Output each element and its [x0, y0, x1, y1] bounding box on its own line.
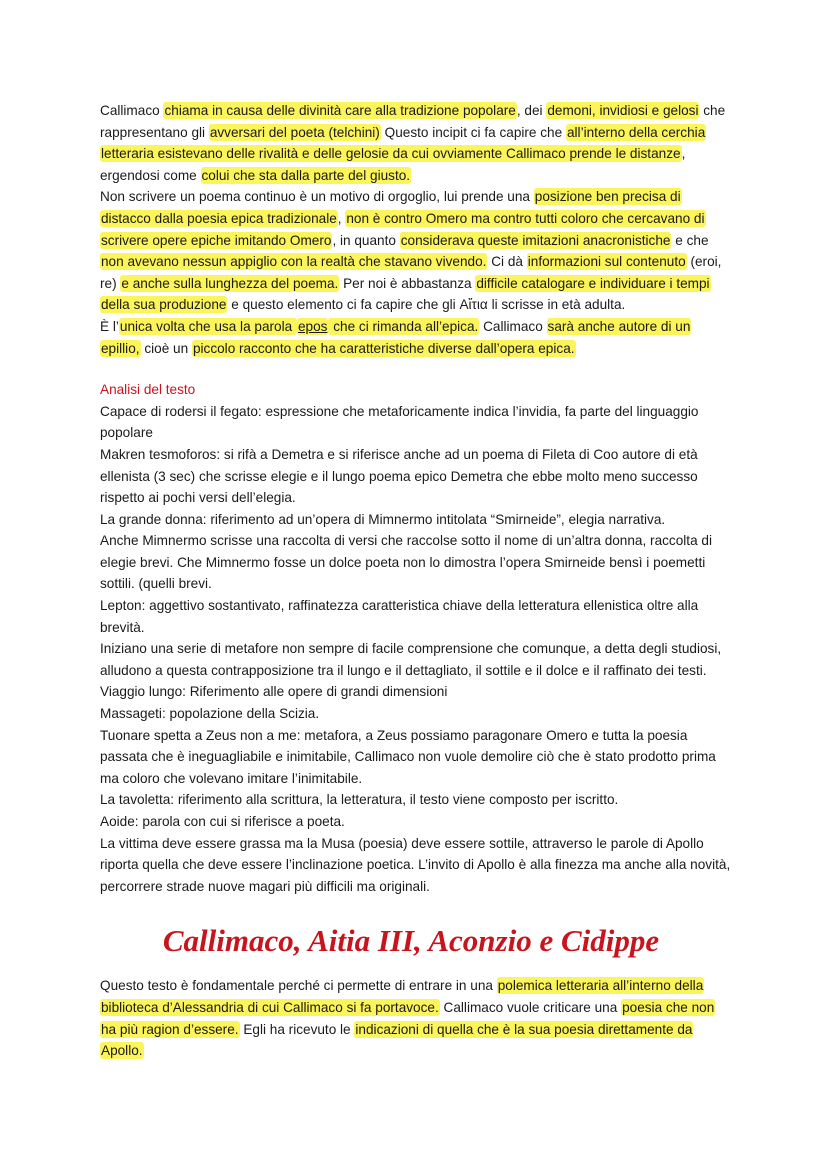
highlighted-text: avversari del poeta (telchini) — [209, 124, 380, 140]
highlighted-text: all’interno della cerchia letteraria esistevano delle rivalità e delle gelosie da cui ovviamente Callimaco prende le distanze — [101, 124, 706, 162]
highlighted-text: piccolo racconto che ha caratteristiche diverse dall’opera epica. — [192, 340, 575, 356]
highlighted-text: unica volta che usa la parola — [119, 318, 296, 334]
analysis-paragraph: Anche Mimnermo scrisse una raccolta di versi che raccolse sotto il nome di un’altra donna, raccolta di elegie brevi. Che Mimnermo fosse un dolce poeta non lo dimostra l’opera Smirneide bensì i poemetti sottili. (quelli brevi. — [100, 533, 712, 592]
text-run: Egli ha ricevuto le — [239, 1021, 355, 1037]
highlighted-text: indicazioni di quella che è la sua poesia direttamente da Apollo. — [101, 1021, 693, 1059]
highlighted-text: non avevano nessun appiglio con la realtà che stavano vivendo. — [101, 254, 487, 270]
analysis-paragraph: La vittima deve essere grassa ma la Musa (poesia) deve essere sottile, attraverso le parole di Apollo riporta quella che deve essere l’inclinazione poetica. L’invito di Apollo è alla finezza ma anche alla novità, percorrere strade nuove magari più difficili ma originali. — [100, 835, 731, 894]
highlighted-text: difficile catalogare e individuare i tempi della sua produzione — [101, 275, 710, 313]
highlighted-text: demoni, invidiosi e gelosi — [547, 103, 699, 118]
text-run: Per noi è abbastanza — [339, 275, 476, 291]
intro-paragraph-2 — [100, 186, 732, 316]
text-run: , in quanto — [332, 232, 400, 248]
text-run: e questo elemento ci fa capire che gli Αἴτια li scrisse in età adulta. — [227, 297, 626, 313]
text-run: cioè un — [140, 340, 192, 356]
highlighted-text: colui che sta dalla parte del giusto. — [201, 167, 411, 183]
highlighted-text: sarà anche autore di un epillio, — [101, 318, 691, 356]
highlighted-text: poesia che non ha più ragion d’essere. — [101, 999, 715, 1037]
text-run: Ci dà — [487, 254, 527, 270]
analysis-paragraph: Lepton: aggettivo sostantivato, raffinatezza caratteristica chiave della letteratura ellenistica oltre alla brevità. — [100, 598, 699, 635]
highlighted-text: informazioni sul contenuto — [527, 254, 686, 270]
text-run: Callimaco vuole criticare una — [439, 999, 622, 1015]
highlighted-text: chiama in causa delle divinità care alla tradizione popolare — [164, 103, 516, 118]
analysis-paragraph: Capace di rodersi il fegato: espressione che metaforicamente indica l’invidia, fa parte del linguaggio popolare — [100, 403, 699, 441]
text-run: Callimaco — [479, 318, 547, 334]
section2-paragraph-1 — [100, 975, 732, 1061]
intro-paragraph-1 — [100, 100, 732, 186]
section-title: Callimaco, Aitia III, Aconzio e Cidippe — [162, 923, 660, 959]
text-run: Questo incipit ci fa capire che — [380, 124, 566, 140]
analysis-paragraph: Massageti: popolazione della Scizia. — [100, 706, 320, 722]
highlighted-text: che ci rimanda all’epica. — [329, 318, 479, 334]
text-run: Questo testo è fondamentale perché ci permette di entrare in una — [100, 978, 497, 994]
highlighted-text: epos — [297, 318, 328, 334]
highlighted-text: posizione ben precisa di distacco dalla poesia epica tradizionale — [101, 189, 681, 226]
highlighted-text: non è contro Omero ma contro tutti coloro che cercavano di scrivere opere epiche imitando Omero — [101, 210, 705, 248]
highlighted-text: e anche sulla lunghezza del poema. — [121, 275, 339, 291]
analysis-heading: Analisi del testo — [100, 382, 196, 398]
analysis-paragraph: Makren tesmoforos: si rifà a Demetra e si riferisce anche ad un poema di Fileta di Coo autore di età ellenista (3 sec) che scrisse elegie e il lungo poema epico Demetra che ebbe molto meno successo rispetto ai pochi versi dell’elegia. — [100, 446, 698, 506]
analysis-section — [100, 379, 732, 897]
text-run: , — [337, 210, 346, 226]
text-run: (eroi, re) — [100, 254, 722, 291]
highlighted-text: considerava queste imitazioni anacronistiche — [400, 232, 671, 248]
analysis-paragraph: Viaggio lungo: Riferimento alle opere di grandi dimensioni — [100, 684, 448, 700]
analysis-paragraph: Tuonare spetta a Zeus non a me: metafora, a Zeus possiamo paragonare Omero e tutta la poesia passata che è ineguagliabile e inimitabile, Callimaco non vuole demolire ciò che è stato prodotto prima ma coloro che volevano imitare l’inimitabile. — [100, 727, 716, 786]
text-run: Non scrivere un poema continuo è un motivo di orgoglio, lui prende una — [100, 189, 534, 205]
text-run: che rappresentano gli — [100, 103, 726, 140]
analysis-paragraph: La tavoletta: riferimento alla scrittura, la letteratura, il testo viene composto per iscritto. — [100, 792, 619, 808]
text-run: e che — [671, 232, 709, 248]
text-run: Callimaco — [100, 103, 164, 118]
analysis-paragraph: Iniziano una serie di metafore non sempre di facile comprensione che comunque, a detta degli studiosi, alludono a questa contrapposizione tra il lungo e il dettagliato, il sottile e il dolce e il raffinato dei testi. — [100, 641, 722, 678]
analysis-paragraph: Aoide: parola con cui si riferisce a poeta. — [100, 814, 345, 829]
highlighted-text: polemica letteraria all’interno della biblioteca d’Alessandria di cui Callimaco si fa portavoce. — [101, 978, 704, 1015]
analysis-paragraph: La grande donna: riferimento ad un’opera di Mimnermo intitolata “Smirneide”, elegia narrativa. — [100, 511, 666, 527]
text-run: , dei — [516, 103, 547, 118]
intro-paragraph-3 — [100, 316, 732, 359]
text-run: , ergendosi come — [100, 146, 686, 183]
text-run: È l’ — [100, 318, 119, 334]
